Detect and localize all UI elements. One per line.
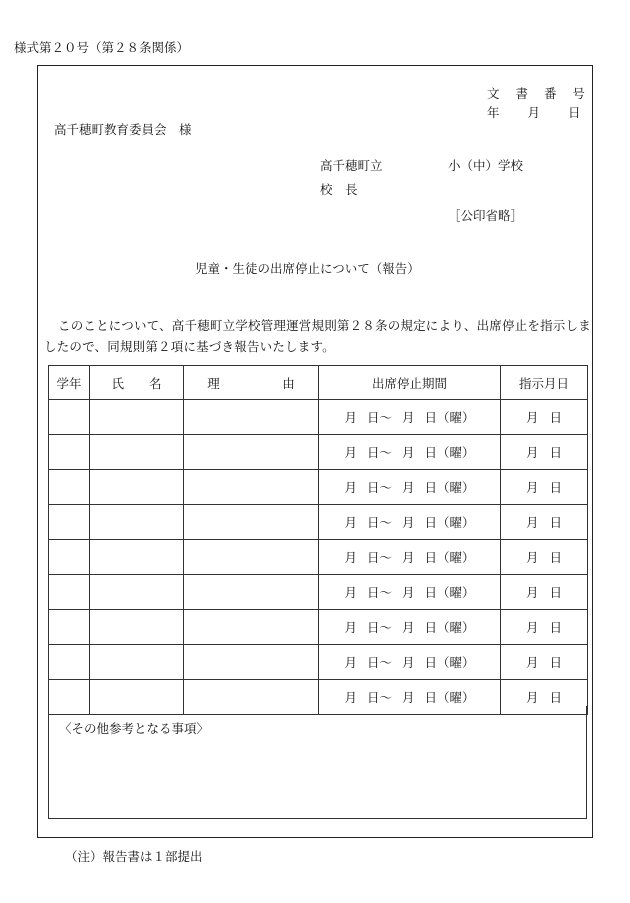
instructed-date-text [526,478,562,496]
period-text [345,443,475,461]
cell-instructed-date[interactable] [501,470,588,505]
cell-instructed-date[interactable] [501,575,588,610]
cell-grade[interactable] [49,470,90,505]
period-start-month: 月 [344,515,358,530]
period-start-day: 日～ [366,550,392,565]
table-row [49,505,588,540]
cell-reason[interactable] [184,645,319,680]
cell-instructed-date[interactable] [501,610,588,645]
period-start-month: 月 [344,550,358,565]
addressee: 高千穂町教育委員会 様 [54,122,192,137]
period-text [345,478,475,496]
table-row [49,435,588,470]
instructed-date-text [526,548,562,566]
cell-name[interactable] [90,470,184,505]
period-text [345,618,475,636]
period-end-month: 月 [401,550,415,565]
table-row [49,575,588,610]
period-end-day: 日（曜） [424,655,475,670]
cell-instructed-date[interactable] [501,645,588,680]
period-start-day: 日～ [366,515,392,530]
header-instructed-date: 指示月日 [501,366,588,400]
table-row [49,470,588,505]
header-name: 氏 名 [90,366,184,400]
cell-grade[interactable] [49,540,90,575]
cell-instructed-date[interactable] [501,540,588,575]
cell-period[interactable] [319,610,501,645]
document-number-label: 文 書 番 号 [487,86,591,101]
cell-instructed-date[interactable] [501,435,588,470]
table-header-row [49,366,588,400]
cell-reason[interactable] [184,435,319,470]
instructed-date-text [526,443,562,461]
instructed-month: 月 [526,445,539,460]
period-start-day: 日～ [366,620,392,635]
table-row [49,610,588,645]
cell-reason[interactable] [184,400,319,435]
sender-principal: 校 長 [320,182,358,197]
period-text [345,688,475,706]
instructed-month: 月 [526,585,539,600]
instructed-day: 日 [549,550,562,565]
cell-grade[interactable] [49,645,90,680]
seal-omitted-note: ［公印省略］ [448,208,524,223]
instructed-month: 月 [526,515,539,530]
period-start-day: 日～ [366,655,392,670]
cell-grade[interactable] [49,505,90,540]
document-title: 児童・生徒の出席停止について（報告） [195,261,420,276]
period-text [345,653,475,671]
instructed-date-text [526,653,562,671]
period-start-month: 月 [344,690,358,705]
instructed-day: 日 [549,585,562,600]
table-row [49,645,588,680]
period-end-day: 日（曜） [424,550,475,565]
instructed-day: 日 [549,515,562,530]
period-end-day: 日（曜） [424,515,475,530]
cell-name[interactable] [90,575,184,610]
cell-period[interactable] [319,400,501,435]
period-start-month: 月 [344,480,358,495]
sender-town: 高千穂町立 [320,158,383,173]
cell-grade[interactable] [49,400,90,435]
sender-school: 小（中）学校 [448,158,524,173]
form-number: 様式第２０号（第２８条関係） [14,40,190,55]
instructed-date-text [526,618,562,636]
cell-reason[interactable] [184,470,319,505]
header-reason: 理 由 [184,366,319,400]
cell-reason[interactable] [184,505,319,540]
period-start-month: 月 [344,410,358,425]
instructed-month: 月 [526,655,539,670]
cell-reason[interactable] [184,540,319,575]
header-grade: 学年 [49,366,90,400]
cell-grade[interactable] [49,575,90,610]
period-text [345,583,475,601]
table-body [49,400,588,715]
instructed-month: 月 [526,620,539,635]
instructed-day: 日 [549,480,562,495]
period-start-month: 月 [344,445,358,460]
instructed-date-text [526,583,562,601]
period-text [345,548,475,566]
cell-name[interactable] [90,505,184,540]
instructed-day: 日 [549,690,562,705]
table-row [49,400,588,435]
cell-reason[interactable] [184,575,319,610]
suspension-table [48,365,588,715]
cell-name[interactable] [90,610,184,645]
period-end-day: 日（曜） [424,480,475,495]
cell-instructed-date[interactable] [501,505,588,540]
table-row [49,540,588,575]
cell-period[interactable] [319,435,501,470]
cell-reason[interactable] [184,610,319,645]
instructed-day: 日 [549,655,562,670]
cell-period[interactable] [319,645,501,680]
instructed-date-text [526,408,562,426]
cell-period[interactable] [319,505,501,540]
period-end-month: 月 [401,515,415,530]
cell-name[interactable] [90,400,184,435]
period-text [345,408,475,426]
remarks-box [48,706,587,819]
period-end-month: 月 [401,480,415,495]
body-text-content: このことについて、高千穂町立学校管理運営規則第２８条の規定により、出席停止を指示しましたので、同規則第２項に基づき報告いたします。 [44,318,591,354]
period-start-day: 日～ [366,445,392,460]
instructed-date-text [526,513,562,531]
date-label: 年 月 日 [487,105,582,120]
period-start-month: 月 [344,620,358,635]
footnote: （注）報告書は１部提出 [65,849,203,864]
cell-period[interactable] [319,470,501,505]
period-start-day: 日～ [366,480,392,495]
period-start-day: 日～ [366,410,392,425]
period-end-day: 日（曜） [424,620,475,635]
period-end-month: 月 [401,655,415,670]
instructed-day: 日 [549,410,562,425]
period-end-month: 月 [401,410,415,425]
period-start-day: 日～ [366,690,392,705]
period-start-month: 月 [344,585,358,600]
period-end-month: 月 [401,690,415,705]
instructed-date-text [526,688,562,706]
cell-name[interactable] [90,645,184,680]
period-end-month: 月 [401,585,415,600]
period-end-day: 日（曜） [424,410,475,425]
instructed-month: 月 [526,410,539,425]
cell-grade[interactable] [49,435,90,470]
period-end-day: 日（曜） [424,690,475,705]
body-text [44,315,592,357]
header-period: 出席停止期間 [319,366,501,400]
cell-period[interactable] [319,575,501,610]
instructed-day: 日 [549,445,562,460]
cell-name[interactable] [90,435,184,470]
instructed-month: 月 [526,550,539,565]
period-end-month: 月 [401,445,415,460]
period-end-day: 日（曜） [424,585,475,600]
cell-instructed-date[interactable] [501,400,588,435]
instructed-month: 月 [526,690,539,705]
period-start-month: 月 [344,655,358,670]
period-start-day: 日～ [366,585,392,600]
period-end-day: 日（曜） [424,445,475,460]
cell-period[interactable] [319,540,501,575]
cell-grade[interactable] [49,610,90,645]
remarks-label: 〈その他参考となる事項〉 [59,721,210,736]
period-text [345,513,475,531]
cell-name[interactable] [90,540,184,575]
period-end-month: 月 [401,620,415,635]
instructed-month: 月 [526,480,539,495]
instructed-day: 日 [549,620,562,635]
